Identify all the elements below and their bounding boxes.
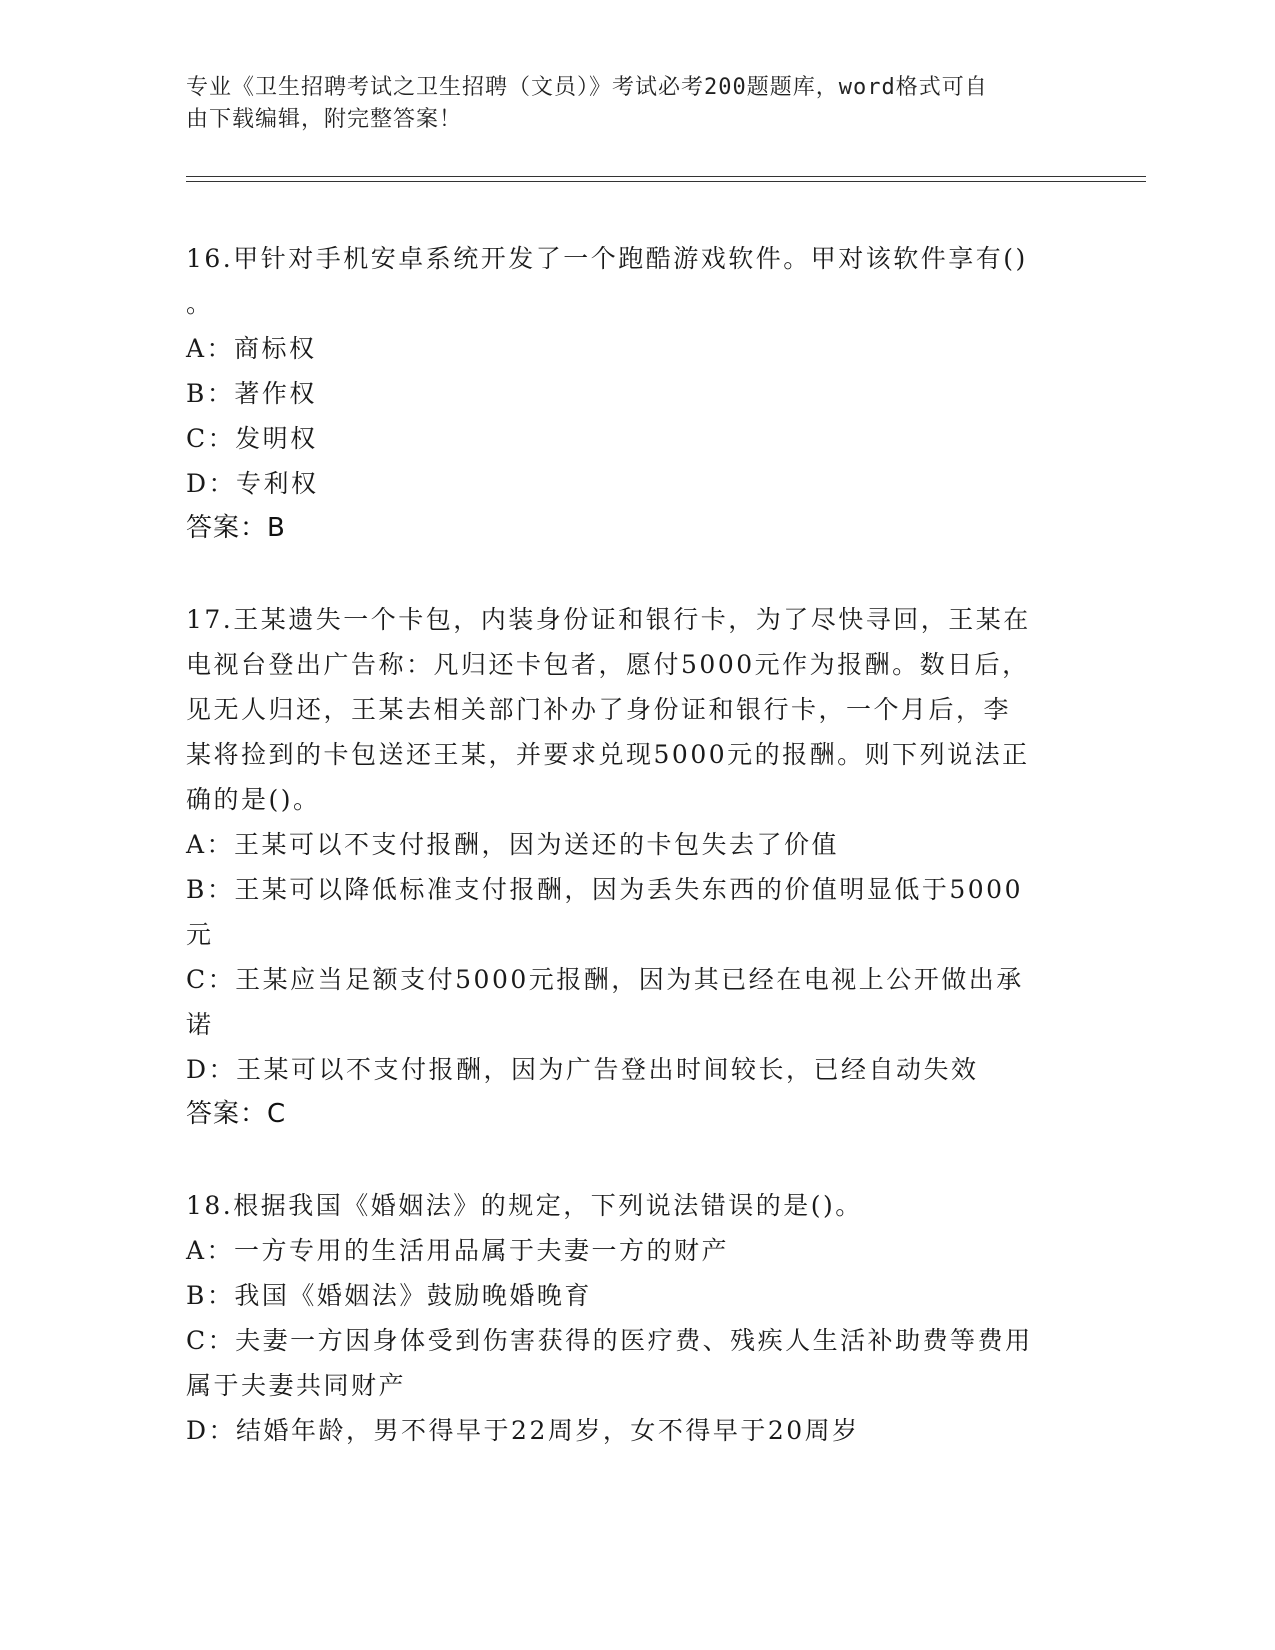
option-d: D：王某可以不支付报酬，因为广告登出时间较长，已经自动失效 xyxy=(186,1055,979,1084)
question-17 xyxy=(186,597,1066,1137)
option-c: C：王某应当足额支付5000元报酬，因为其已经在电视上公开做出承 xyxy=(186,965,1024,994)
option-c-continued: 属于夫妻共同财产 xyxy=(186,1371,407,1400)
question-16 xyxy=(186,236,1066,551)
question-stem-line: 某将捡到的卡包送还王某，并要求兑现5000元的报酬。则下列说法正 xyxy=(186,740,1030,769)
answer-label: 答案：B xyxy=(186,513,286,543)
question-stem-line: 见无人归还，王某去相关部门补办了身份证和银行卡，一个月后，李 xyxy=(186,695,1012,724)
question-stem-line: 18.根据我国《婚姻法》的规定，下列说法错误的是()。 xyxy=(186,1191,863,1220)
document-header xyxy=(186,72,1066,136)
option-c: C：夫妻一方因身体受到伤害获得的医疗费、残疾人生活补助费等费用 xyxy=(186,1326,1033,1355)
option-a: A：王某可以不支付报酬，因为送还的卡包失去了价值 xyxy=(186,830,840,859)
header-line-2: 由下载编辑，附完整答案！ xyxy=(186,107,463,132)
answer-label: 答案：C xyxy=(186,1099,287,1129)
header-divider-bottom xyxy=(186,181,1146,182)
option-a: A：商标权 xyxy=(186,334,317,363)
header-line-1: 专业《卫生招聘考试之卫生招聘（文员）》考试必考200题题库，word格式可自 xyxy=(186,75,988,100)
question-stem-line: 16.甲针对手机安卓系统开发了一个跑酷游戏软件。甲对该软件享有() xyxy=(186,244,1028,273)
question-stem-line: 。 xyxy=(186,289,214,318)
option-d: D：专利权 xyxy=(186,469,319,498)
option-b: B：著作权 xyxy=(186,379,317,408)
question-stem-line: 17.王某遗失一个卡包，内装身份证和银行卡，为了尽快寻回，王某在 xyxy=(186,605,1031,634)
option-c: C：发明权 xyxy=(186,424,318,453)
option-b: B：王某可以降低标准支付报酬，因为丢失东西的价值明显低于5000 xyxy=(186,875,1023,904)
option-c-continued: 诺 xyxy=(186,1010,214,1039)
option-a: A：一方专用的生活用品属于夫妻一方的财产 xyxy=(186,1236,730,1265)
option-b-continued: 元 xyxy=(186,920,214,949)
spacer xyxy=(186,551,1066,597)
spacer xyxy=(186,1137,1066,1183)
option-b: B：我国《婚姻法》鼓励晚婚晚育 xyxy=(186,1281,592,1310)
question-18 xyxy=(186,1183,1066,1453)
header-divider-top xyxy=(186,176,1146,177)
option-d: D：结婚年龄，男不得早于22周岁，女不得早于20周岁 xyxy=(186,1416,860,1445)
question-stem-line: 确的是()。 xyxy=(186,785,321,814)
question-list xyxy=(186,236,1066,1453)
question-stem-line: 电视台登出广告称：凡归还卡包者，愿付5000元作为报酬。数日后， xyxy=(186,650,1030,679)
